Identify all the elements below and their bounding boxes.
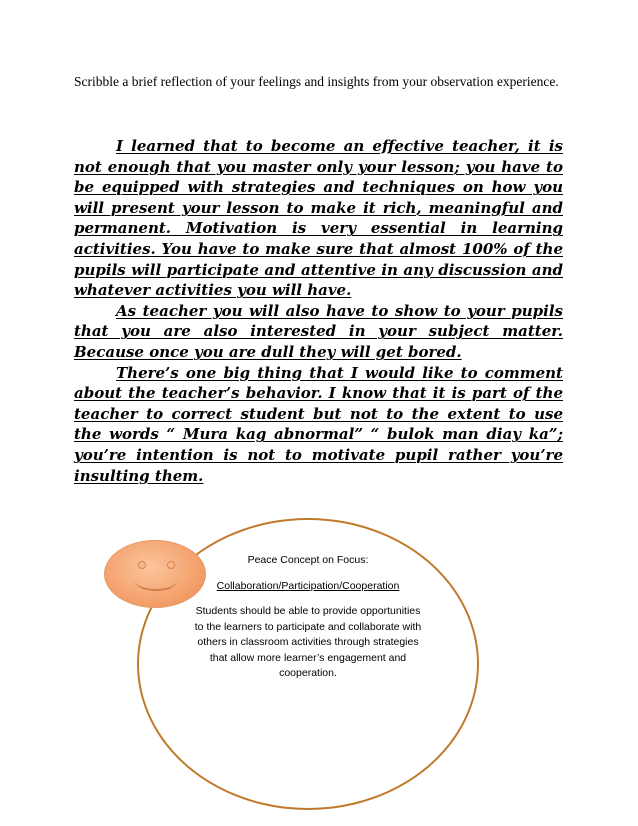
peace-concept-box xyxy=(180,553,436,682)
peace-concept-title: Peace Concept on Focus: xyxy=(247,554,369,566)
reflection-paragraph-2: As teacher you will also have to show to your pupils that you are also interested in your subject matter. Because once you are dull they will get bored. xyxy=(74,301,563,361)
prompt-text: Scribble a brief reflection of your feelings and insights from your observation experience. xyxy=(74,74,559,89)
smiley-mouth xyxy=(135,571,177,591)
reflection-paragraph-3: There’s one big thing that I would like to comment about the teacher’s behavior. I know that it is part of the teacher to correct student but not to the extent to use the words “ Mura kag abnormal” “ bulok man diay ka”; you’re intention is not to motivate pupil rather you’re insulting them. xyxy=(74,363,563,485)
smiley-left-eye xyxy=(138,561,146,569)
smiley-right-eye xyxy=(167,561,175,569)
smiley-face-icon xyxy=(104,540,206,608)
peace-concept-description: Students should be able to provide opportunities to the learners to participate and collaborate with others in classroom activities through strategies that allow more learner’s engagement and cooperation. xyxy=(194,605,422,680)
reflection-paragraph-1: I learned that to become an effective teacher, it is not enough that you master only your lesson; you have to be equipped with strategies and techniques on how you will present your lesson to make it rich, meaningful and permanent. Motivation is very essential in learning activities. You have to make sure that almost 100% of the pupils will participate and attentive in any discussion and whatever activities you will have. xyxy=(74,137,563,300)
peace-concept-name: Collaboration/Participation/Cooperation xyxy=(216,580,400,592)
reflection-body xyxy=(74,136,563,486)
